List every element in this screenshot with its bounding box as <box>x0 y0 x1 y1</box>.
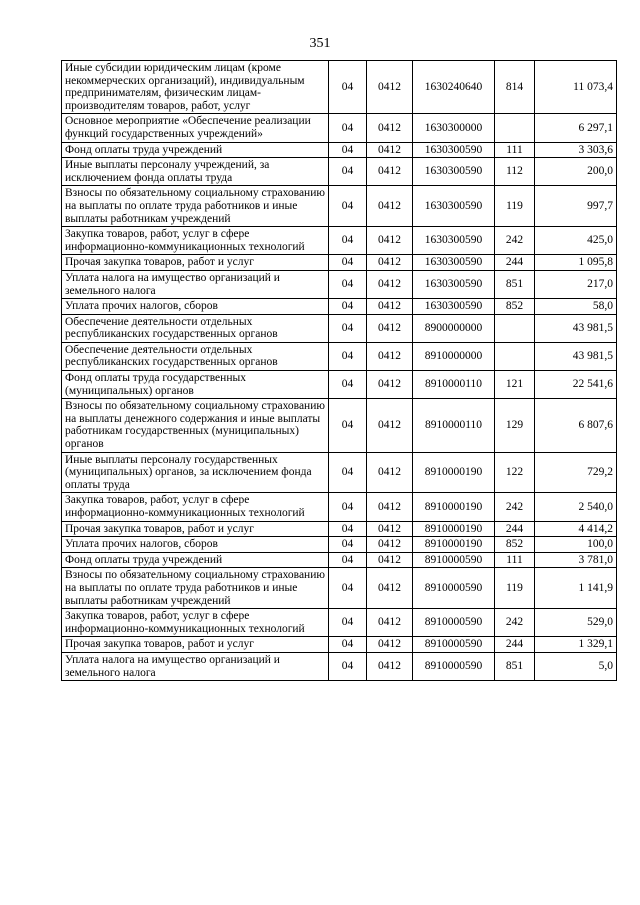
row-name-cell: Фонд оплаты труда учреждений <box>62 552 329 568</box>
row-target-article-cell: 8910000590 <box>413 568 495 609</box>
table-row <box>62 186 617 227</box>
row-target-article-cell: 1630300590 <box>413 186 495 227</box>
row-amount-cell: 43 981,5 <box>535 314 617 342</box>
row-target-article-cell: 8910000190 <box>413 537 495 553</box>
table-row <box>62 493 617 521</box>
table-row <box>62 452 617 493</box>
row-name-cell: Иные выплаты персоналу государственных (муниципальных) органов, за исключением фонда оплаты труда <box>62 452 329 493</box>
row-amount-cell: 217,0 <box>535 270 617 298</box>
row-subsection-cell: 0412 <box>367 552 413 568</box>
row-subsection-cell: 0412 <box>367 255 413 271</box>
row-amount-cell: 529,0 <box>535 609 617 637</box>
table-row <box>62 142 617 158</box>
row-expense-type-cell: 814 <box>495 61 535 114</box>
row-section-cell: 04 <box>329 61 367 114</box>
row-name-cell: Закупка товаров, работ, услуг в сфере информационно-коммуникационных технологий <box>62 227 329 255</box>
table-row <box>62 299 617 315</box>
row-amount-cell: 58,0 <box>535 299 617 315</box>
row-expense-type-cell: 244 <box>495 637 535 653</box>
row-section-cell: 04 <box>329 652 367 680</box>
row-section-cell: 04 <box>329 537 367 553</box>
row-name-cell: Уплата налога на имущество организаций и земельного налога <box>62 652 329 680</box>
row-subsection-cell: 0412 <box>367 114 413 142</box>
row-subsection-cell: 0412 <box>367 142 413 158</box>
row-name-cell: Прочая закупка товаров, работ и услуг <box>62 637 329 653</box>
row-expense-type-cell: 242 <box>495 609 535 637</box>
row-target-article-cell: 8910000590 <box>413 552 495 568</box>
table-row <box>62 371 617 399</box>
table-row <box>62 568 617 609</box>
row-target-article-cell: 1630300590 <box>413 142 495 158</box>
row-amount-cell: 6 807,6 <box>535 399 617 452</box>
table-row <box>62 114 617 142</box>
row-subsection-cell: 0412 <box>367 371 413 399</box>
row-name-cell: Прочая закупка товаров, работ и услуг <box>62 255 329 271</box>
row-target-article-cell: 8910000000 <box>413 342 495 370</box>
row-amount-cell: 3 781,0 <box>535 552 617 568</box>
row-subsection-cell: 0412 <box>367 493 413 521</box>
row-amount-cell: 997,7 <box>535 186 617 227</box>
budget-table <box>61 60 617 681</box>
row-subsection-cell: 0412 <box>367 61 413 114</box>
row-subsection-cell: 0412 <box>367 537 413 553</box>
row-amount-cell: 2 540,0 <box>535 493 617 521</box>
row-expense-type-cell: 111 <box>495 552 535 568</box>
row-expense-type-cell <box>495 342 535 370</box>
row-section-cell: 04 <box>329 609 367 637</box>
row-section-cell: 04 <box>329 114 367 142</box>
row-section-cell: 04 <box>329 186 367 227</box>
row-expense-type-cell: 851 <box>495 270 535 298</box>
row-section-cell: 04 <box>329 371 367 399</box>
row-section-cell: 04 <box>329 521 367 537</box>
row-target-article-cell: 1630300000 <box>413 114 495 142</box>
row-section-cell: 04 <box>329 270 367 298</box>
row-subsection-cell: 0412 <box>367 270 413 298</box>
row-expense-type-cell <box>495 114 535 142</box>
row-target-article-cell: 8910000590 <box>413 609 495 637</box>
table-row <box>62 314 617 342</box>
row-expense-type-cell: 121 <box>495 371 535 399</box>
row-target-article-cell: 1630300590 <box>413 255 495 271</box>
row-name-cell: Основное мероприятие «Обеспечение реализации функций государственных учреждений» <box>62 114 329 142</box>
row-name-cell: Иные выплаты персоналу учреждений, за исключением фонда оплаты труда <box>62 158 329 186</box>
row-expense-type-cell: 852 <box>495 299 535 315</box>
row-subsection-cell: 0412 <box>367 609 413 637</box>
row-section-cell: 04 <box>329 142 367 158</box>
row-name-cell: Иные субсидии юридическим лицам (кроме некоммерческих организаций), индивидуальным предпринимателям, физическим лицам-производителям товаров, работ, услуг <box>62 61 329 114</box>
row-target-article-cell: 1630240640 <box>413 61 495 114</box>
row-target-article-cell: 8910000110 <box>413 399 495 452</box>
row-subsection-cell: 0412 <box>367 342 413 370</box>
row-target-article-cell: 8910000190 <box>413 493 495 521</box>
row-name-cell: Фонд оплаты труда государственных (муниципальных) органов <box>62 371 329 399</box>
row-expense-type-cell: 242 <box>495 227 535 255</box>
row-name-cell: Уплата прочих налогов, сборов <box>62 537 329 553</box>
row-name-cell: Обеспечение деятельности отдельных республиканских государственных органов <box>62 342 329 370</box>
row-target-article-cell: 8910000590 <box>413 652 495 680</box>
row-expense-type-cell: 119 <box>495 186 535 227</box>
row-subsection-cell: 0412 <box>367 158 413 186</box>
row-expense-type-cell: 242 <box>495 493 535 521</box>
row-target-article-cell: 1630300590 <box>413 270 495 298</box>
row-amount-cell: 1 095,8 <box>535 255 617 271</box>
row-name-cell: Уплата прочих налогов, сборов <box>62 299 329 315</box>
row-amount-cell: 729,2 <box>535 452 617 493</box>
row-subsection-cell: 0412 <box>367 299 413 315</box>
row-target-article-cell: 8910000190 <box>413 521 495 537</box>
row-section-cell: 04 <box>329 399 367 452</box>
row-subsection-cell: 0412 <box>367 314 413 342</box>
row-name-cell: Взносы по обязательному социальному страхованию на выплаты по оплате труда работников и иные выплаты работникам учреждений <box>62 568 329 609</box>
row-section-cell: 04 <box>329 158 367 186</box>
row-amount-cell: 1 329,1 <box>535 637 617 653</box>
row-section-cell: 04 <box>329 227 367 255</box>
row-subsection-cell: 0412 <box>367 399 413 452</box>
row-amount-cell: 200,0 <box>535 158 617 186</box>
row-name-cell: Взносы по обязательному социальному страхованию на выплаты денежного содержания и иные выплаты работникам государственных (муниципальных) органов <box>62 399 329 452</box>
row-expense-type-cell: 122 <box>495 452 535 493</box>
row-subsection-cell: 0412 <box>367 637 413 653</box>
table-row <box>62 158 617 186</box>
table-row <box>62 552 617 568</box>
row-target-article-cell: 8910000190 <box>413 452 495 493</box>
row-expense-type-cell: 129 <box>495 399 535 452</box>
row-amount-cell: 6 297,1 <box>535 114 617 142</box>
row-name-cell: Закупка товаров, работ, услуг в сфере информационно-коммуникационных технологий <box>62 609 329 637</box>
row-section-cell: 04 <box>329 342 367 370</box>
row-amount-cell: 425,0 <box>535 227 617 255</box>
row-amount-cell: 100,0 <box>535 537 617 553</box>
page-number: 351 <box>309 36 331 51</box>
table-row <box>62 255 617 271</box>
budget-table-body <box>62 61 617 681</box>
row-amount-cell: 22 541,6 <box>535 371 617 399</box>
row-target-article-cell: 8900000000 <box>413 314 495 342</box>
row-subsection-cell: 0412 <box>367 521 413 537</box>
row-section-cell: 04 <box>329 493 367 521</box>
row-name-cell: Прочая закупка товаров, работ и услуг <box>62 521 329 537</box>
row-subsection-cell: 0412 <box>367 227 413 255</box>
table-row <box>62 537 617 553</box>
table-row <box>62 637 617 653</box>
table-row <box>62 521 617 537</box>
row-expense-type-cell: 119 <box>495 568 535 609</box>
row-section-cell: 04 <box>329 568 367 609</box>
row-target-article-cell: 8910000590 <box>413 637 495 653</box>
row-expense-type-cell: 852 <box>495 537 535 553</box>
row-amount-cell: 1 141,9 <box>535 568 617 609</box>
row-target-article-cell: 1630300590 <box>413 227 495 255</box>
table-row <box>62 270 617 298</box>
row-section-cell: 04 <box>329 314 367 342</box>
row-target-article-cell: 8910000110 <box>413 371 495 399</box>
table-row <box>62 609 617 637</box>
row-subsection-cell: 0412 <box>367 652 413 680</box>
row-name-cell: Закупка товаров, работ, услуг в сфере информационно-коммуникационных технологий <box>62 493 329 521</box>
row-expense-type-cell: 112 <box>495 158 535 186</box>
row-expense-type-cell: 244 <box>495 521 535 537</box>
row-name-cell: Обеспечение деятельности отдельных республиканских государственных органов <box>62 314 329 342</box>
row-section-cell: 04 <box>329 299 367 315</box>
row-subsection-cell: 0412 <box>367 452 413 493</box>
row-name-cell: Фонд оплаты труда учреждений <box>62 142 329 158</box>
table-row <box>62 399 617 452</box>
row-name-cell: Взносы по обязательному социальному страхованию на выплаты по оплате труда работников и иные выплаты работникам учреждений <box>62 186 329 227</box>
table-row <box>62 227 617 255</box>
row-section-cell: 04 <box>329 452 367 493</box>
row-expense-type-cell <box>495 314 535 342</box>
row-name-cell: Уплата налога на имущество организаций и земельного налога <box>62 270 329 298</box>
row-target-article-cell: 1630300590 <box>413 158 495 186</box>
row-amount-cell: 43 981,5 <box>535 342 617 370</box>
row-expense-type-cell: 851 <box>495 652 535 680</box>
row-subsection-cell: 0412 <box>367 186 413 227</box>
row-section-cell: 04 <box>329 255 367 271</box>
row-amount-cell: 4 414,2 <box>535 521 617 537</box>
table-row <box>62 342 617 370</box>
row-amount-cell: 5,0 <box>535 652 617 680</box>
table-row <box>62 61 617 114</box>
row-section-cell: 04 <box>329 552 367 568</box>
row-expense-type-cell: 111 <box>495 142 535 158</box>
table-row <box>62 652 617 680</box>
row-subsection-cell: 0412 <box>367 568 413 609</box>
row-amount-cell: 3 303,6 <box>535 142 617 158</box>
row-expense-type-cell: 244 <box>495 255 535 271</box>
row-section-cell: 04 <box>329 637 367 653</box>
row-amount-cell: 11 073,4 <box>535 61 617 114</box>
row-target-article-cell: 1630300590 <box>413 299 495 315</box>
